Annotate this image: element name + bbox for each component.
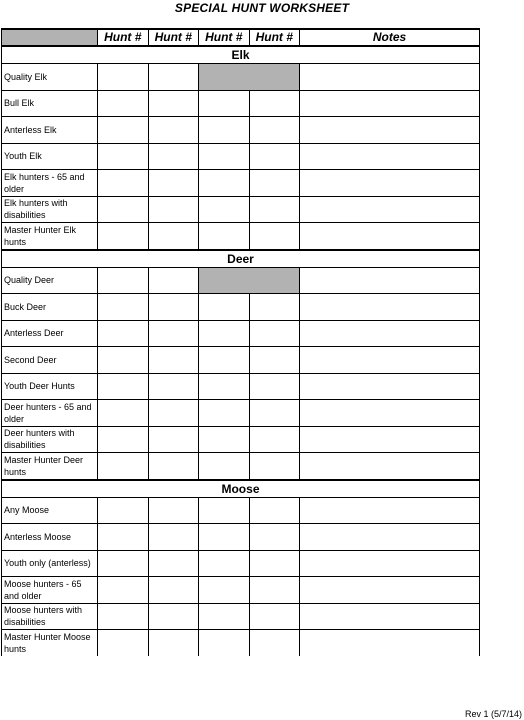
hunt-cell-2[interactable]: [148, 223, 199, 250]
table-row: [2, 143, 480, 170]
table-row: [2, 117, 480, 144]
table-row: [2, 170, 480, 197]
row-label: Youth only (anterless): [2, 550, 98, 577]
hunt-cell-2[interactable]: [148, 426, 199, 453]
section-title: Moose: [2, 480, 480, 498]
notes-cell[interactable]: [300, 294, 480, 321]
table-row: [2, 524, 480, 551]
table-row: [2, 400, 480, 427]
hunt-cell-4[interactable]: [249, 524, 300, 551]
hunt-cell-3[interactable]: [199, 426, 250, 453]
notes-cell[interactable]: [300, 320, 480, 347]
table-row: [2, 347, 480, 374]
hunt-cell-1[interactable]: [98, 497, 149, 524]
hunt-cell-2[interactable]: [148, 603, 199, 630]
hunt-cell-3[interactable]: [199, 603, 250, 630]
hunt-cell-4[interactable]: [249, 400, 300, 427]
row-label: Quality Elk: [2, 64, 98, 91]
revision-label: Rev 1 (5/7/14): [464, 709, 522, 719]
hunt-cell-2[interactable]: [148, 294, 199, 321]
row-label: Master Hunter Moose hunts: [2, 630, 98, 656]
notes-cell[interactable]: [300, 347, 480, 374]
row-label: Buck Deer: [2, 294, 98, 321]
hunt-cell-4[interactable]: [249, 170, 300, 197]
hunt-cell-1[interactable]: [98, 320, 149, 347]
notes-cell[interactable]: [300, 143, 480, 170]
hunt-cell-1[interactable]: [98, 577, 149, 604]
table-row: [2, 223, 480, 250]
hunt-cell-3[interactable]: [199, 117, 250, 144]
notes-cell[interactable]: [300, 64, 480, 91]
row-label: Any Moose: [2, 497, 98, 524]
notes-cell[interactable]: [300, 373, 480, 400]
header-blank-cell: [2, 29, 98, 46]
hunt-cell-3[interactable]: [199, 524, 250, 551]
hunt-cell-3[interactable]: [199, 400, 250, 427]
row-label: Master Hunter Deer hunts: [2, 453, 98, 480]
hunt-cell-2[interactable]: [148, 90, 199, 117]
hunt-cell-1[interactable]: [98, 143, 149, 170]
hunt-cell-2[interactable]: [148, 524, 199, 551]
row-label: Deer hunters - 65 and older: [2, 400, 98, 427]
notes-cell[interactable]: [300, 497, 480, 524]
hunt-cell-4[interactable]: [249, 630, 300, 656]
notes-cell[interactable]: [300, 400, 480, 427]
row-label: Deer hunters with disabilities: [2, 426, 98, 453]
hunt-cell-2[interactable]: [148, 267, 199, 294]
hunt-cell-3[interactable]: [199, 170, 250, 197]
notes-cell[interactable]: [300, 267, 480, 294]
row-label: Second Deer: [2, 347, 98, 374]
hunt-cell-1[interactable]: [98, 373, 149, 400]
table-row: [2, 550, 480, 577]
hunt-cell-4[interactable]: [249, 117, 300, 144]
table-row: [2, 426, 480, 453]
row-label: Moose hunters - 65 and older: [2, 577, 98, 604]
hunt-cell-4[interactable]: [249, 90, 300, 117]
row-label: Youth Elk: [2, 143, 98, 170]
notes-cell[interactable]: [300, 196, 480, 223]
hunt-cell-3[interactable]: [199, 90, 250, 117]
hunt-cell-2[interactable]: [148, 577, 199, 604]
hunt-cell-1[interactable]: [98, 630, 149, 656]
hunt-cell-4[interactable]: [249, 347, 300, 374]
table-row: [2, 577, 480, 604]
hunt-cell-3[interactable]: [199, 497, 250, 524]
shaded-cell[interactable]: [199, 267, 300, 294]
hunt-cell-1[interactable]: [98, 550, 149, 577]
page-title: SPECIAL HUNT WORKSHEET: [174, 1, 350, 15]
hunt-cell-2[interactable]: [148, 347, 199, 374]
hunt-cell-3[interactable]: [199, 320, 250, 347]
row-label: Moose hunters with disabilities: [2, 603, 98, 630]
notes-cell[interactable]: [300, 524, 480, 551]
table-row: [2, 320, 480, 347]
hunt-cell-1[interactable]: [98, 400, 149, 427]
hunt-cell-3[interactable]: [199, 143, 250, 170]
hunt-cell-2[interactable]: [148, 320, 199, 347]
table-row: [2, 453, 480, 480]
hunt-cell-4[interactable]: [249, 373, 300, 400]
row-label: Anterless Elk: [2, 117, 98, 144]
section-header-elk: [2, 46, 480, 64]
hunt-cell-4[interactable]: [249, 223, 300, 250]
table-row: [2, 294, 480, 321]
table-row: [2, 196, 480, 223]
header-row: [2, 29, 480, 46]
hunt-cell-1[interactable]: [98, 117, 149, 144]
hunt-cell-3[interactable]: [199, 453, 250, 480]
notes-cell[interactable]: [300, 90, 480, 117]
hunt-cell-4[interactable]: [249, 426, 300, 453]
table-row: [2, 64, 480, 91]
hunt-cell-1[interactable]: [98, 196, 149, 223]
notes-cell[interactable]: [300, 550, 480, 577]
worksheet-table: [1, 28, 480, 656]
hunt-cell-3[interactable]: [199, 630, 250, 656]
hunt-cell-2[interactable]: [148, 64, 199, 91]
table-row: [2, 603, 480, 630]
hunt-cell-1[interactable]: [98, 223, 149, 250]
row-label: Youth Deer Hunts: [2, 373, 98, 400]
hunt-cell-4[interactable]: [249, 196, 300, 223]
hunt-cell-2[interactable]: [148, 453, 199, 480]
shaded-cell[interactable]: [199, 64, 300, 91]
row-label: Anterless Moose: [2, 524, 98, 551]
hunt-cell-1[interactable]: [98, 170, 149, 197]
hunt-cell-4[interactable]: [249, 497, 300, 524]
row-label: Elk hunters with disabilities: [2, 196, 98, 223]
section-title: Deer: [2, 250, 480, 268]
hunt-cell-3[interactable]: [199, 294, 250, 321]
hunt-cell-4[interactable]: [249, 550, 300, 577]
header-hunt-3: Hunt #: [199, 29, 250, 46]
hunt-cell-4[interactable]: [249, 143, 300, 170]
section-header-deer: [2, 250, 480, 268]
hunt-cell-1[interactable]: [98, 453, 149, 480]
hunt-cell-1[interactable]: [98, 426, 149, 453]
table-row: [2, 90, 480, 117]
table-row: [2, 373, 480, 400]
notes-cell[interactable]: [300, 426, 480, 453]
hunt-cell-1[interactable]: [98, 294, 149, 321]
notes-cell[interactable]: [300, 630, 480, 656]
hunt-cell-2[interactable]: [148, 400, 199, 427]
hunt-cell-2[interactable]: [148, 170, 199, 197]
section-header-moose: [2, 480, 480, 498]
hunt-cell-2[interactable]: [148, 196, 199, 223]
hunt-cell-4[interactable]: [249, 577, 300, 604]
hunt-cell-3[interactable]: [199, 196, 250, 223]
header-hunt-1: Hunt #: [98, 29, 149, 46]
worksheet-body: [2, 46, 480, 656]
hunt-cell-3[interactable]: [199, 347, 250, 374]
hunt-cell-4[interactable]: [249, 603, 300, 630]
section-title: Elk: [2, 46, 480, 64]
header-hunt-4: Hunt #: [249, 29, 300, 46]
worksheet-table-container: [1, 28, 479, 656]
notes-cell[interactable]: [300, 170, 480, 197]
row-label: Bull Elk: [2, 90, 98, 117]
hunt-cell-3[interactable]: [199, 373, 250, 400]
table-row: [2, 267, 480, 294]
hunt-cell-4[interactable]: [249, 320, 300, 347]
hunt-cell-1[interactable]: [98, 524, 149, 551]
notes-cell[interactable]: [300, 603, 480, 630]
hunt-cell-2[interactable]: [148, 497, 199, 524]
hunt-cell-3[interactable]: [199, 577, 250, 604]
notes-cell[interactable]: [300, 223, 480, 250]
hunt-cell-1[interactable]: [98, 347, 149, 374]
hunt-cell-1[interactable]: [98, 267, 149, 294]
hunt-cell-3[interactable]: [199, 223, 250, 250]
header-hunt-2: Hunt #: [148, 29, 199, 46]
hunt-cell-2[interactable]: [148, 373, 199, 400]
row-label: Anterless Deer: [2, 320, 98, 347]
hunt-cell-1[interactable]: [98, 603, 149, 630]
row-label: Quality Deer: [2, 267, 98, 294]
hunt-cell-2[interactable]: [148, 143, 199, 170]
hunt-cell-3[interactable]: [199, 550, 250, 577]
table-row: [2, 630, 480, 656]
hunt-cell-4[interactable]: [249, 294, 300, 321]
hunt-cell-4[interactable]: [249, 453, 300, 480]
notes-cell[interactable]: [300, 577, 480, 604]
row-label: Elk hunters - 65 and older: [2, 170, 98, 197]
table-row: [2, 497, 480, 524]
notes-cell[interactable]: [300, 453, 480, 480]
hunt-cell-1[interactable]: [98, 64, 149, 91]
hunt-cell-2[interactable]: [148, 630, 199, 656]
notes-cell[interactable]: [300, 117, 480, 144]
hunt-cell-2[interactable]: [148, 117, 199, 144]
header-notes: Notes: [300, 29, 480, 46]
row-label: Master Hunter Elk hunts: [2, 223, 98, 250]
hunt-cell-2[interactable]: [148, 550, 199, 577]
hunt-cell-1[interactable]: [98, 90, 149, 117]
